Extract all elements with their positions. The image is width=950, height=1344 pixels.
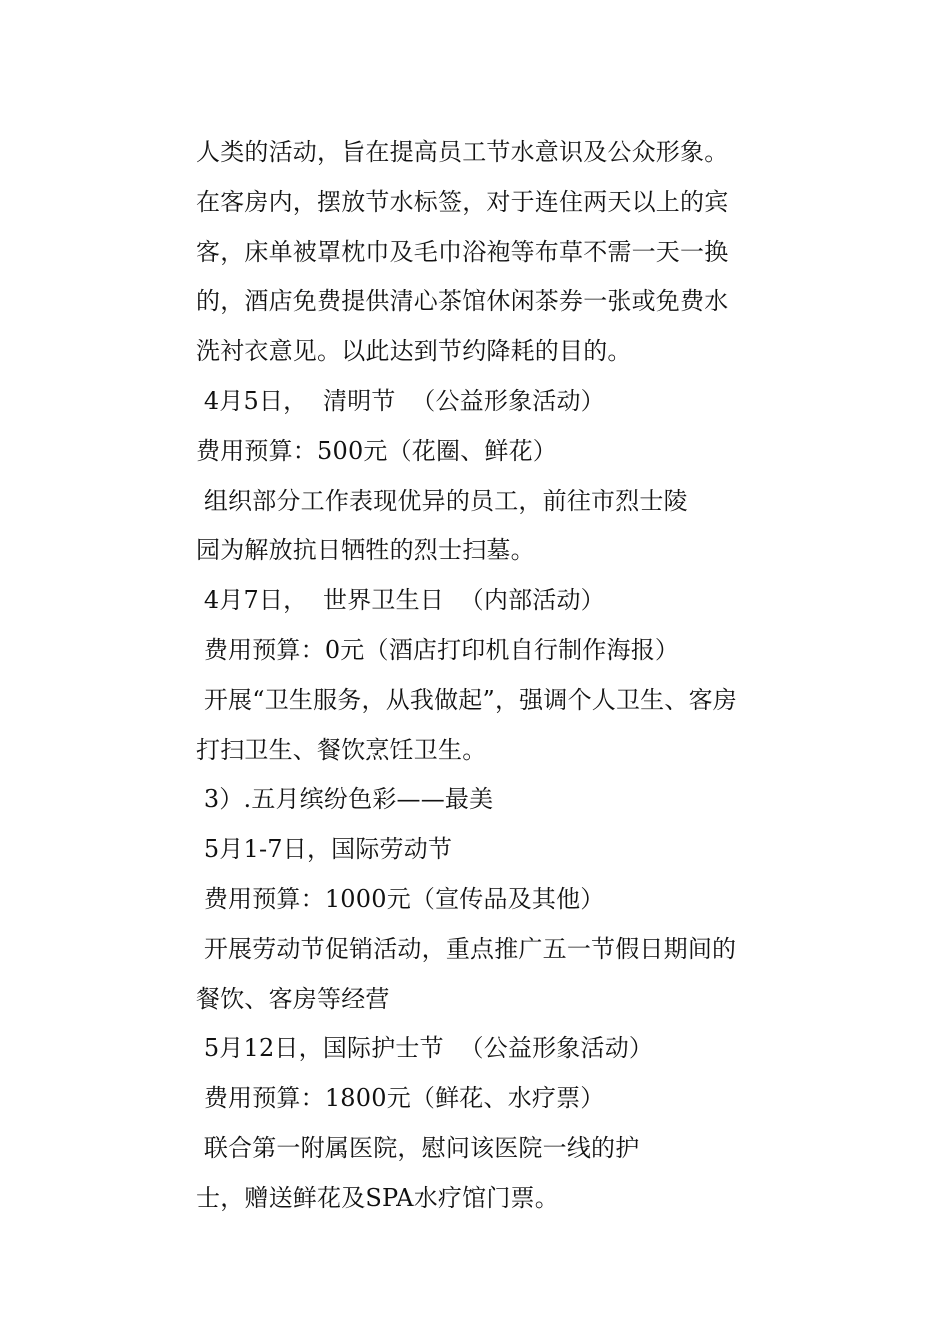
text-line: 组织部分工作表现优异的员工，前往市烈士陵 (196, 486, 688, 515)
event-heading-health-day: 4月7日， 世界卫生日 （内部活动） (196, 586, 605, 615)
text-line: 人类的活动，旨在提高员工节水意识及公众形象。 (196, 138, 729, 166)
text-line: 联合第一附属医院，慰问该医院一线的护 (196, 1133, 640, 1162)
text-line: 打扫卫生、餐饮烹饪卫生。 (196, 735, 487, 764)
event-heading-qingming: 4月5日， 清明节 （公益形象活动） (196, 386, 605, 415)
text-line: 园为解放抗日牺牲的烈士扫墓。 (196, 536, 535, 565)
text-line: 在客房内，摆放节水标签，对于连住两天以上的宾 (196, 187, 729, 216)
budget-line: 费用预算：0元（酒店打印机自行制作海报） (196, 635, 680, 664)
budget-line: 费用预算：500元（花圈、鲜花） (196, 436, 558, 465)
text-line: 洗衬衣意见。以此达到节约降耗的目的。 (196, 337, 632, 366)
event-heading-nurses-day: 5月12日，国际护士节 （公益形象活动） (196, 1034, 654, 1063)
budget-line: 费用预算：1000元（宣传品及其他） (196, 884, 605, 913)
budget-line: 费用预算：1800元（鲜花、水疗票） (196, 1084, 605, 1113)
text-line: 士，赠送鲜花及SPA水疗馆门票。 (196, 1183, 559, 1212)
text-line: 开展劳动节促销活动，重点推广五一节假日期间的 (196, 934, 737, 963)
text-line: 客，床单被罩枕巾及毛巾浴袍等布草不需一天一换 (196, 237, 729, 266)
section-heading-may: 3）.五月缤纷色彩——最美 (196, 785, 494, 814)
text-line: 餐饮、客房等经营 (196, 984, 390, 1013)
text-line: 开展“卫生服务，从我做起”，强调个人卫生、客房 (196, 685, 737, 714)
text-line: 的，酒店免费提供清心茶馆休闲茶券一张或免费水 (196, 287, 729, 316)
event-heading-labor-day: 5月1-7日，国际劳动节 (196, 835, 453, 864)
document-body (196, 128, 836, 1224)
